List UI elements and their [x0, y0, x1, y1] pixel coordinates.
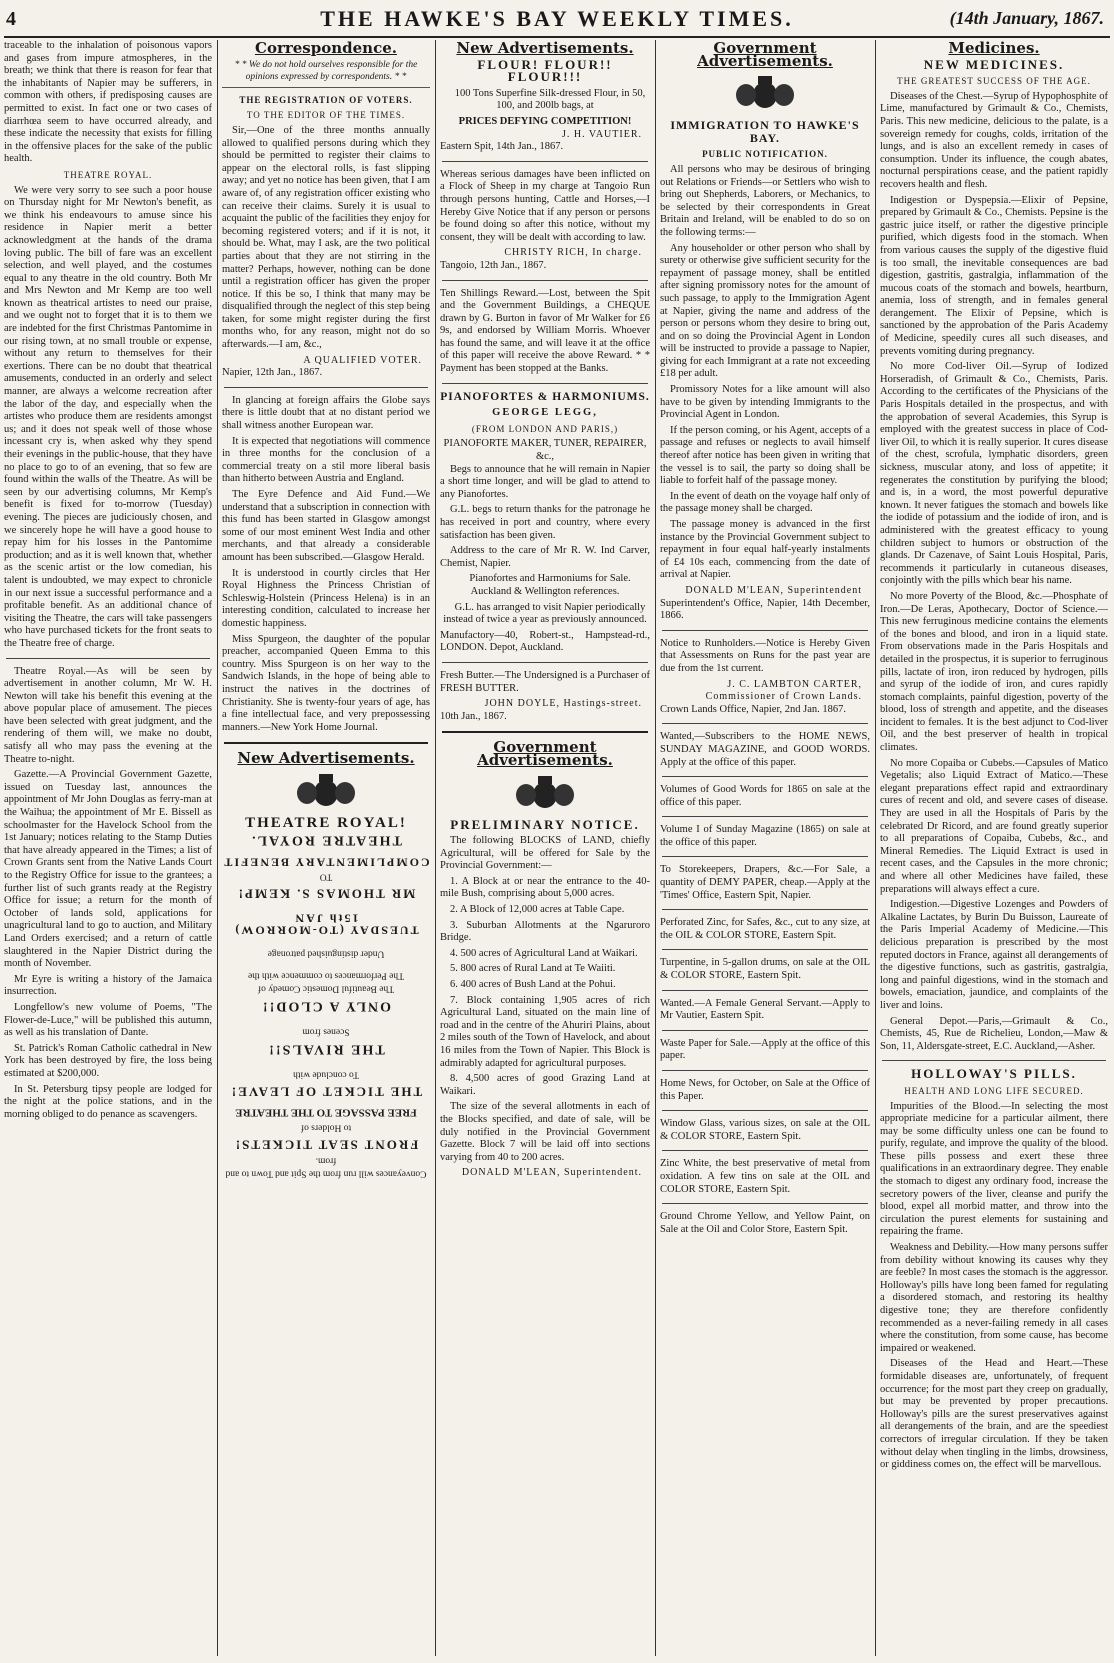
divider [882, 1060, 1106, 1061]
immigration-p2: Any householder or other person who shall by surety or otherwise give sufficient security for the repayment of passage money, shall be entitled after signing promissory notes for the amount of such passage, to apply to the Immigration Agent at Napier, giving the name and address of the person or persons whom they desire to bring out, and on so doing the Provincial Agent in London will be instructed to provide a passage to Napier, giving for each Immigrant at a rate not exceeding £18 per adult. [660, 242, 870, 380]
runholders-notice: Notice to Runholders.—Notice is Hereby Given that Assessments on Runs for the past year are due from the 1st current. [660, 637, 870, 674]
immigration-p5: In the event of death on the voyage half only of the passage money shall be charged. [660, 490, 870, 515]
runholders-signature: J. C. LAMBTON CARTER, Commissioner of Crown Lands. [705, 678, 862, 703]
petersburg-paragraph: In St. Petersburg tipsy people are lodged for the night at the police stations, and in the morning obliged to do penance as scavengers. [4, 1083, 212, 1120]
masthead [0, 0, 1114, 36]
news-4: It is understood in courtly circles that Her Royal Highness the Princess Christian of Schleswig-Holstein (Princess Helena) is in an interesting condition, calculated to increase her domestic happiness. [222, 567, 430, 629]
medicine-p4: No more Poverty of the Blood, &c.—Phosphate of Iron.—De Leras, Apothecary, Doctor of Science.—This new ferruginous medicine contains the elements of the bones and blood, and iron in a liquid state. From observations made in the Paris Hospitals and detailed in the prospectus, it is superior to ferruginous pills, lactate of iron, iron reduced by hydrogen, pills and syrup of the iodide of iron, and cures rapidly stomach complaints, painful digestion, poverty of the blood, loss of strength and appetite, and the diseases incident to females. It is the best adjunct to Cod-liver Oil, and the best preserver of health in tropical climates. [880, 590, 1108, 754]
piano-trade: PIANOFORTE MAKER, TUNER, REPAIRER, &c., [443, 438, 647, 463]
theatre-heading: THEATRE ROYAL. [63, 169, 153, 180]
masthead-rule [4, 36, 1110, 38]
gazette-paragraph: Gazette.—A Provincial Government Gazette, issued on Tuesday last, announces the appointment of Mr John Douglas as ferry-man at the Waihua; the appointment of Mr E. Bissell as schoolmaster for the Havelock School from the 1st January; notices relating to the Stamp Duties that have already appeared in the Times; a list of Crown Grants sent from the Native Lands Court to the Registry Office for issue to the grantees; a further list of such grants ready at the Registry Office for issue; a return for the month of October of lands sold, applications for unagricultural land to go to auction, and Military Land Orders exercised; and a return of cattle slaughtered in the Napier District during the month of November. [4, 769, 212, 970]
butter-notice: Fresh Butter.—The Undersigned is a Purchaser of FRESH BUTTER. [440, 669, 650, 694]
piano-from: (FROM LONDON AND PARIS,) [471, 423, 619, 434]
immigration-p3: Promissory Notes for a like amount will also have to be given by intending Immigrants to the Provincial Agent in London. [660, 384, 870, 421]
royal-crest-icon [291, 771, 361, 811]
divider [442, 662, 648, 663]
notice-item: 5. 800 acres of Rural Land at Te Waiiti. [450, 963, 616, 975]
piano-body-1: Begs to announce that he will remain in Napier a short time longer, and will be glad to attend to any Pianofortes. [440, 463, 650, 500]
theatre-paragraph-1: We were very sorry to see such a poor house on Thursday night for Mr Newton's benefit, as we think his endeavours to amuse since his residence in Napier merit a better acknowledgment at the hands of the drama loving public. The bill of fare was an excellent selection, and well played, and the costumes equal to any theatre in the old country. Both Mr and Mrs Newton and Mr Kemp are too well known as theatrical artistes to need our praise, and we ought not to forget that it is to them we are indebted for the first Christmas Pantomime in our rising town, at no small trouble or expense, without any return to themselves for their exertions. There can be no doubt that theatrical amusements, conducted in an orderly and select manner, are always a welcome recreation after the labor of the day, and especially when the artistes who produce them are residents amongst us; and it does not speak well of those whose incessant cry is, when asked why they spend their evenings in the public-house, that they have no place to go to of an evening, that so few are found within the walls of the Theatre. As will be seen by our advertising columns, Mr Kemp's benefit is fixed for to-morrow (Tuesday) evening. The pieces are judiciously chosen, and we sincerely hope he will have a good house to repay him for his losses in the Pantomime production; and as it is well known that, whether as the scenic artist or the low comedian, his talent is undoubted, we may expect to chronicle in our next issue a successful performance and a profitable benefit. As an additional chance of visiting the Theatre, the cars will take passengers who have purchased tickets for the front seats to the Theatre free of charge. [4, 184, 212, 649]
notice-title: PRELIMINARY NOTICE. [450, 816, 640, 832]
medicine-p5: No more Copaiba or Cubebs.—Capsules of Matico Vegetalis; also Liquid Extract of Matico.—These elegant preparations effect rapid and extraordinary cures of recent and old, and severe cases of disease. They are used in all the Hospitals of Paris by the celebrated Dr Ricord, and are found greatly superior to all preparations of Copaiba, Cubebs, &c., and Mineral Remedies. The Liquid Extract is used in recent cases, and the Capsules in the more chronic; and where all other Medicines have failed, these preparations will always effect a cure. [880, 757, 1108, 895]
cathedral-paragraph: St. Patrick's Roman Catholic cathedral in New York has been destroyed by fire, the loss being estimated at $200,000. [4, 1042, 212, 1079]
divider [662, 776, 868, 777]
zinc-white-ad: Zinc White, the best preservative of metal from oxidation. A few tins on sale at the OIL and COLOR STORE, Eastern Spit. [660, 1158, 870, 1195]
sheep-signature: CHRISTY RICH, In charge. [504, 247, 642, 259]
piano-body-2: G.L. begs to return thanks for the patronage he has received in port and country, where every satisfaction has been given. [440, 504, 650, 541]
piano-body-3: Address to the care of Mr R. W. Ind Carver, Chemist, Napier. [440, 545, 650, 569]
ad-line: to Holders of [300, 1122, 352, 1133]
divider [662, 949, 868, 950]
reward-notice: Ten Shillings Reward.—Lost, between the Spit and the Government Buildings, a CHEQUE drawn by G. Burton in favor of Mr Walker for £6 9s, and endorsed by William Morris. Whoever has found the same, and will leave it at the office of this paper will receive the above Reward. * * Payment has been stopped at the Banks. [440, 287, 650, 375]
notice-intro: The following BLOCKS of LAND, chiefly Agricultural, will be offered for Sale by the Provincial Government:— [440, 835, 650, 872]
chrome-yellow-ad: Ground Chrome Yellow, and Yellow Paint, on Sale at the Oil and Color Store, Eastern Spit. [660, 1211, 870, 1235]
divider [224, 742, 428, 744]
medicine-p1: Diseases of the Chest.—Syrup of Hypophosphite of Lime, manufactured by Grimault & Co., Chemists, Paris. This new medicine, delicious to the palate, is a sovereign remedy for coughs, colds, irritation of the lungs, and is also an excellent remedy in cases of consumption. Under its influence, the cough abates, nocturnal perspirations cease, and the patient rapidly recovers health and flesh. [880, 90, 1108, 190]
notice-item: 7. Block containing 1,905 acres of rich Agricultural Land, situated on the main line of road and in the centre of the Ahuriri Plains, about 2 miles south of the Town of Havelock, and about 16 miles from the Town of Napier. This Block is admirably adapted for agricultural purposes. [440, 994, 650, 1069]
piano-body-4: Pianofortes and Harmoniums for Sale. Auckland & Wellington references. [469, 573, 631, 597]
divider [662, 990, 868, 991]
longfellow-paragraph: Longfellow's new volume of Poems, "The Flower-de-Luce," will be published this autumn, as well as his translation of Dante. [4, 1001, 212, 1039]
ad-line: Scenes from [302, 1027, 350, 1037]
new-ads-heading: New Advertisements. [456, 40, 634, 57]
sheep-date: Tangoio, 12th Jan., 1867. [440, 259, 547, 271]
flour-date: Eastern Spit, 14th Jan., 1867. [440, 141, 564, 153]
news-2: It is expected that negotiations will commence in three months for the conclusion of a commercial treaty on a stil more liberal basis than hitherto between Austria and England. [222, 435, 430, 485]
runholders-date: Crown Lands Office, Napier, 2nd Jan. 1867. [660, 703, 847, 715]
news-5: Miss Spurgeon, the daughter of the popular preacher, accompanied Queen Emma to this country. Miss Spurgeon is on her way to the Sandwich Islands, in the hope of being able to instruct the natives in the doctrines of Christianity. She is twenty-four years of age, has a fine intellectual face, and very prepossessing manners.—New York Home Journal. [222, 633, 430, 733]
butter-date: 10th Jan., 1867. [440, 710, 507, 722]
column-rule [435, 40, 436, 1656]
divider [662, 1110, 868, 1111]
divider [442, 161, 648, 162]
column-1 [4, 40, 212, 1656]
ad-line: THE RIVALS!! [267, 1041, 385, 1057]
volume-sunday-magazine: Volume I of Sunday Magazine (1865) on sale at the office of this paper. [660, 824, 870, 848]
flour-body: 100 Tons Superfine Silk-dressed Flour, in 50, 100, and 200lb bags, at [454, 87, 646, 112]
ad-line: The Performances to commence with the [248, 971, 404, 982]
new-medicines-subtitle: THE GREATEST SUCCESS OF THE AGE. [897, 76, 1091, 87]
medicine-p6: Indigestion.—Digestive Lozenges and Powders of Alkaline Lactates, by Burin Du Buisson, Laureate of the Paris Imperial Academy of Medicine.—This delicious preparation is prescribed by the most reputed doctors in France, against all derangements of the digestive functions, such as gastritis, gastralgia, long and painful digestions, wind in the stomach and bowels, emaciation, jaundice, and complaints of the liver and loins. [880, 899, 1108, 1011]
theatre-paragraph-2: Theatre Royal.—As will be seen by advertisement in another column, Mr W. H. Newton will take his benefit this evening at the above popular place of amusement. The pieces have been selected with great judgment, and the rendering of them will, we make no doubt, satisfy all who may pass the evening at the Theatre to-night. [4, 665, 212, 765]
divider [662, 909, 868, 910]
piano-body-5: G.L. has arranged to visit Napier periodically instead of twice a year as previously announced. [443, 601, 647, 626]
notice-closing: The size of the several allotments in each of the Blocks specified, and date of sale, will be duly notified in the Provincial Government Gazette. Block 7 will be laid off into sections varying from 40 to 200 acres. [440, 1101, 650, 1163]
notice-item: 3. Suburban Allotments at the Ngaruroro Bridge. [440, 919, 650, 944]
wanted-subscribers: Wanted,—Subscribers to the HOME NEWS, SUNDAY MAGAZINE, and GOOD WORDS. Apply at the office of this paper. [660, 731, 870, 768]
medicine-p7: General Depot.—Paris,—Grimault & Co., Chemists, 45, Rue de Richelieu, London,—Maw & Son, 11, Aldersgate-street, E.C. Auckland,—Asher. [880, 1015, 1108, 1052]
ad-line: COMPLIMENTARY BENEFIT [222, 855, 430, 870]
letter-body: Sir,—One of the three months annually allowed to qualified persons during which they should be permitted to register their claims to appear on the electoral rolls, is fast slipping away; and yet no notice has been given, that I am aware of, of any registration officer existing who can receive their claims. Surely it is usual to acquaint the public of the facilities they enjoy for becoming registered voters; and if it is not, it should be. What, may I ask, are the two political parties about that they are not stirring in the matter? Perhaps, however, nothing can be done until a registration officer has given the proper notice. If this be so, I think that many may be disqualified through the neglect of this step being taken, for some might register during the first months who, for any reason, might not do so afterwards.—I am, &c., [222, 124, 430, 351]
column-rule [655, 40, 656, 1656]
correspondence-heading: Correspondence. [255, 40, 397, 57]
gov-ads-heading: Government Advertisements. [697, 40, 833, 70]
divider [442, 731, 648, 733]
immigration-subtitle: PUBLIC NOTIFICATION. [702, 149, 828, 160]
news-1: In glancing at foreign affairs the Globe says there is little doubt that at no distant period we shall witness another European war. [222, 394, 430, 432]
divider [662, 816, 868, 817]
divider [662, 1203, 868, 1204]
divider [6, 658, 210, 659]
divider [662, 856, 868, 857]
notice-item: 1. A Block at or near the entrance to the 40-mile Bush, comprising about 5,000 acres. [440, 875, 650, 900]
issue-date: (14th January, 1867. [949, 8, 1104, 28]
immigration-p6: The passage money is advanced in the first instance by the Provincial Government subject to repayment in four equal half-yearly instalments of £4 10s each, commencing from the date of arrival at Napier. [660, 519, 870, 581]
volumes-good-words: Volumes of Good Words for 1865 on sale at the office of this paper. [660, 784, 870, 808]
window-glass-ad: Window Glass, various sizes, on sale at the OIL & COLOR STORE, Eastern Spit. [660, 1118, 870, 1142]
new-ads-heading: New Advertisements. [237, 749, 415, 768]
ad-line: TO [319, 872, 333, 883]
ad-line: Under distinguished patronage [267, 948, 385, 959]
butter-signature: JOHN DOYLE, Hastings-street. [484, 698, 642, 710]
divider [442, 383, 648, 384]
notice-item: 6. 400 acres of Bush Land at the Pohui. [450, 979, 616, 991]
notice-signature: DONALD M'LEAN, Superintendent. [461, 1167, 642, 1179]
ad-line: TUESDAY (TO-MORROW) 15th JAN [233, 911, 419, 939]
news-3: The Eyre Defence and Aid Fund.—We understand that a subscription in connection with this fund has been started in Glasgow amongst some of our most eminent West India and other merchants, and that already a considerable amount has been subscribed.—Glasgow Herald. [222, 489, 430, 563]
waste-paper-ad: Waste Paper for Sale.—Apply at the office of this paper. [660, 1037, 870, 1062]
holloway-p2: Weakness and Debility.—How many persons suffer from debility without knowing its causes why they are feeble? In most cases the stomach is the aggressor. Holloway's pills have long been famed for regulating a disordered stomach, and restoring its healthy digestive tone; they are therefore confidently recommended as a never-failing remedy in all cases where the constitution, from some cause, has become impaired or weakened. [880, 1242, 1108, 1354]
turpentine-ad: Turpentine, in 5-gallon drums, on sale at the OIL & COLOR STORE, Eastern Spit. [660, 957, 870, 982]
column-rule [217, 40, 218, 1656]
ad-line: Conveyances will run from the Spit and Town to and from. [225, 1156, 427, 1179]
immigration-p1: All persons who may be desirous of bringing out Relations or Friends—or Settlers who wish to bring out Shepherds, Laborers, or Mechanics, to be selected by their correspondents in Great Britain and Ireland, will be enabled to do so on the following terms:— [660, 163, 870, 238]
theatre-ad-inverted-block [222, 833, 430, 1179]
new-medicines-title: NEW MEDICINES. [923, 56, 1065, 72]
letter-to: TO THE EDITOR OF THE TIMES. [246, 110, 406, 121]
letter-title: THE REGISTRATION OF VOTERS. [239, 94, 413, 105]
ad-line: THE TICKET OF LEAVE! [229, 1084, 423, 1100]
flour-title: FLOUR! FLOUR!! FLOUR!!! [477, 56, 613, 85]
letter-signature: A QUALIFIED VOTER. [303, 354, 422, 366]
servant-ad: Wanted.—A Female General Servant.—Apply to Mr Vautier, Eastern Spit. [660, 997, 870, 1022]
notice-item: 8. 4,500 acres of good Grazing Land at Waikari. [440, 1073, 650, 1097]
divider [224, 387, 428, 388]
divider [662, 630, 868, 631]
ad-line: The Beautiful Domestic Comedy of [257, 983, 395, 994]
medicines-heading: Medicines. [948, 40, 1040, 57]
gov-ads-heading: Government Advertisements. [477, 738, 613, 769]
ad-line: FRONT SEAT TICKETS! [233, 1137, 419, 1153]
column-5 [880, 40, 1108, 1656]
page-number: 4 [6, 8, 16, 30]
eyre-paragraph: Mr Eyre is writing a history of the Jamaica insurrection. [4, 973, 212, 998]
divider [662, 1030, 868, 1031]
ad-line: THEATRE ROYAL. [250, 833, 402, 849]
royal-crest-icon [730, 73, 800, 113]
immigration-office: Superintendent's Office, Napier, 14th December, 1866. [660, 597, 870, 622]
paper-title: THE HAWKE'S BAY WEEKLY TIMES. [320, 6, 794, 31]
divider [662, 723, 868, 724]
column-4 [660, 40, 870, 1656]
flour-signature: J. H. VAUTIER. [561, 128, 642, 140]
immigration-p4: If the person coming, or his Agent, accepts of a passage and refuses or neglects to avail himself thereof after notice has been given in writing that the vessel is to sail, the party so doing shall be liable to forfeit half of the passage money. [660, 424, 870, 487]
medicine-p3: No more Cod-liver Oil.—Syrup of Iodized Horseradish, of Grimault & Co., Chemists, Paris. According to the certificates of the Physicians of the Paris Hospitals detailed in the prospectus, and with the approbation of several Academies, this Syrup is employed with the greatest success in place of Cod-liver Oil, to which it is really superior. It cures disease of the chest, scrofula, lymphatic disorders, green sickness, muscular atony, and loss of appetite; it regenerates the constitution by purifying the blood; and is, in a word, the most powerful depurative known. It never fatigues the stomach and bowels like the iodide of potassium and the iodide of iron, and is administered with the greatest efficacy to young children subject to humors or obstruction of the glands. Dr Cazenave, of Saint Louis Hospital, Paris, recommends it particularly in cutaneous diseases, conjointly with the pills which bear his name. [880, 361, 1108, 587]
storekeepers-ad: To Storekeepers, Drapers, &c.—For Sale, a quantity of DEMY PAPER, cheap.—Apply at the 'Times' Office, Eastern Spit, Napier. [660, 864, 870, 901]
holloway-subtitle: HEALTH AND LONG LIFE SECURED. [904, 1085, 1084, 1096]
flour-prices: PRICES DEFYING COMPETITION! [458, 115, 632, 127]
ad-line: To conclude with [293, 1070, 359, 1081]
theatre-ad-title: THEATRE ROYAL! [245, 814, 407, 831]
ad-line: ONLY A CLOD!! [261, 998, 391, 1014]
divider [662, 1150, 868, 1151]
disclaimer: * * We do not hold ourselves responsible for the opinions expressed by correspondents. * * [222, 59, 430, 88]
holloway-title: HOLLOWAY'S PILLS. [911, 1066, 1077, 1082]
piano-title: PIANOFORTES & HARMONIUMS. [440, 390, 650, 403]
piano-factory: Manufactory—40, Robert-st., Hampstead-rd., LONDON. Depot, Auckland. [440, 629, 650, 654]
letter-date: Napier, 12th Jan., 1867. [222, 367, 323, 379]
column-3 [440, 40, 650, 1656]
medicine-p2: Indigestion or Dyspepsia.—Elixir of Pepsine, prepared by Grimault & Co., Chemists. Pepsine is the gastric juice itself, or rather the digestive principle purified, which digests food in the stomach. When from various causes the supply of the digestive fluid is too small, the inevitable consequences are bad digestion, gastritis, gastralgia, inflammation of the mucous coats of the stomach and bowels, heartburn, anemia, loss of strength, and in females general derangement. The Elixir of Pepsine, which is sanctioned by the approbation of the Paris Academy of Medicine, speedily cures all such diseases, and prevents vomiting during pregnancy. [880, 194, 1108, 357]
piano-name: GEORGE LEGG, [492, 407, 598, 419]
column-rule [875, 40, 876, 1656]
holloway-p1: Impurities of the Blood.—In selecting the most appropriate medicine for a particular ailment, there may be some difficulty unless one can be found to purify, regulate, and improve the quality of the blood. These pills possess and exert these three qualifications in an extraordinary degree. They enable the stomach to digest any ordinary food, increase the secretory powers of the liver, cleanse and purify the blood, expel all morbid matter, and throw into the circulation the purest elements for sustaining and repairing the frame. [880, 1100, 1108, 1238]
column-2 [222, 40, 430, 1656]
ad-line: MR THOMAS S. KEMP! [236, 886, 416, 902]
royal-crest-icon [510, 773, 580, 813]
ad-line: FREE PASSAGE TO THE THEATRE [235, 1106, 417, 1119]
notice-item: 4. 500 acres of Agricultural Land at Waikari. [450, 947, 638, 959]
divider [442, 280, 648, 281]
immigration-title: IMMIGRATION TO HAWKE'S BAY. [670, 118, 860, 145]
sheep-notice: Whereas serious damages have been inflicted on a Flock of Sheep in my charge at Tangoio Run through persons hunting, Cattle and Horses,—I Hereby Give Notice that if any person or persons be found doing so after this notice, without my consent, they will be dealt with according to law. [440, 168, 650, 243]
immigration-signature: DONALD M'LEAN, Superintendent [685, 584, 862, 596]
holloway-p3: Diseases of the Head and Heart.—These formidable diseases are, unfortunately, of frequent occurrence; for the most part they creep on gradually, but may be prevented by proper precautions. Holloway's pills are the surest preservatives against all derangements of the brain, and are the speediest correctors of irregular circulation. If they be taken without delay when tingling in the limbs, drowsiness, or giddiness comes on, the effect will be marvellous. [880, 1358, 1108, 1471]
intro-paragraph: traceable to the inhalation of poisonous vapors and gases from impure atmospheres, in the breath; we think that there is reason for fear that the inhabitants of Napier may be sufferers, in common with others, if predisposing causes are permitted to exist. In fact one or two cases of diarrhœa seem to have occurred already, and these indicate the necessity that exists for filling in the offensive places for the sake of the public health. [4, 40, 212, 165]
divider [662, 1070, 868, 1071]
home-news-ad: Home News, for October, on Sale at the Office of this Paper. [660, 1078, 870, 1102]
zinc-ad: Perforated Zinc, for Safes, &c., cut to any size, at the OIL & COLOR STORE, Eastern Spit. [660, 917, 870, 941]
notice-item: 2. A Block of 12,000 acres at Table Cape. [450, 904, 625, 916]
